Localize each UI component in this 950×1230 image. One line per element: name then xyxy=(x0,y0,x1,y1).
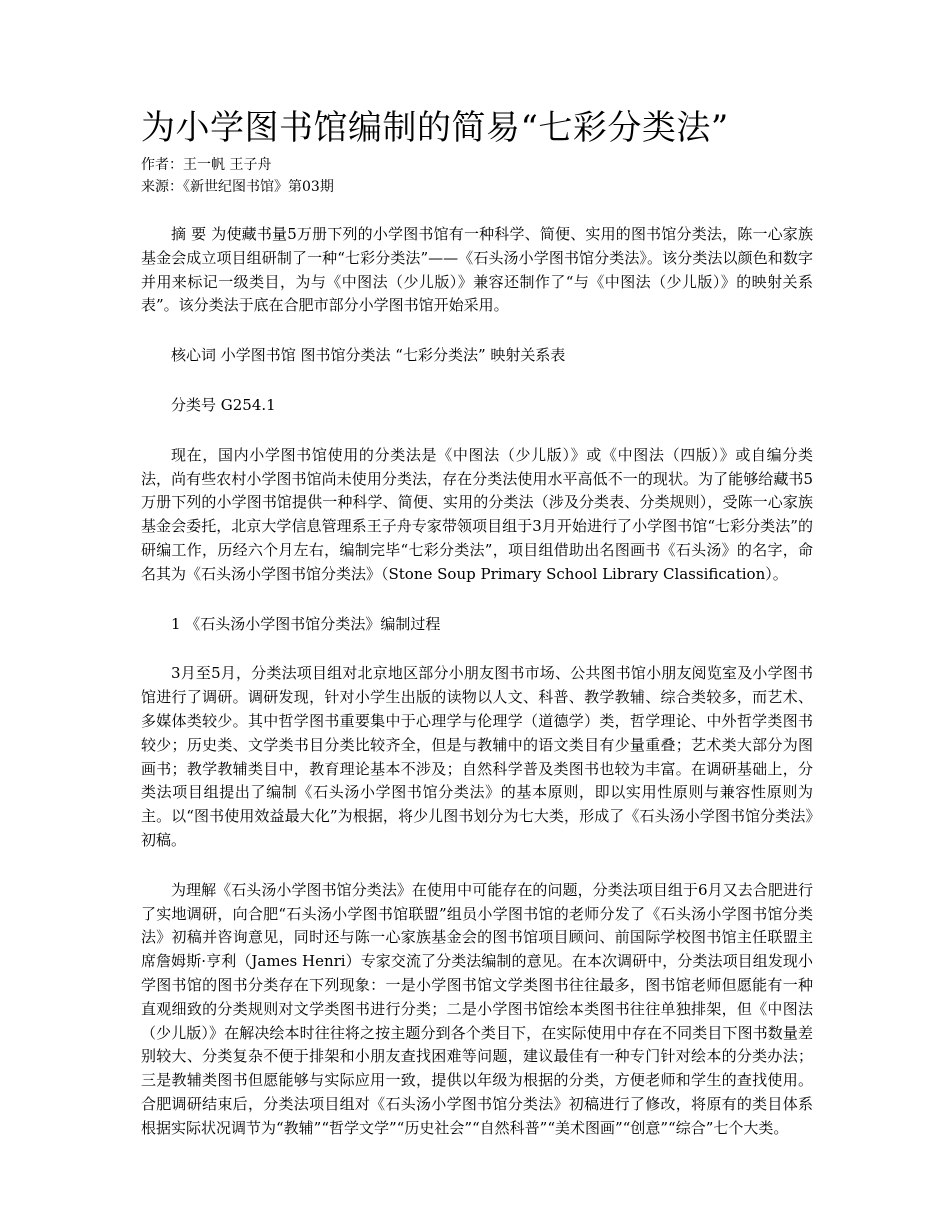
article-title: 为小学图书馆编制的简易“七彩分类法” xyxy=(141,108,729,148)
article-source: 来源：《新世纪图书馆》第03期 xyxy=(141,179,334,195)
article-authors: 作者：王一帆 王子舟 xyxy=(141,157,272,173)
abstract-paragraph: 摘 要 为使藏书量5万册下列的小学图书馆有一种科学、简便、实用的图书馆分类法，陈一心家族基金会成立项目组研制了一种“七彩分类法”——《石头汤小学图书馆分类法》。该分类法以颜色和数字并用来标记一级类目，为与《中图法（少儿版）》兼容还制作了“与《中图法（少儿版）》的映射关系表”。该分类法于底在合肥市部分小学图书馆开始采用。 xyxy=(141,225,813,315)
body-paragraph: 为理解《石头汤小学图书馆分类法》在使用中可能存在的问题，分类法项目组于6月又去合肥进行了实地调研，向合肥“石头汤小学图书馆联盟”组员小学图书馆的老师分发了《石头汤小学图书馆分类法》初稿并咨询意见，同时还与陈一心家族基金会的图书馆项目顾问、前国际学校图书馆主任联盟主席詹姆斯·亨利（James Henri）专家交流了分类法编制的意见。在本次调研中，分类法项目组发现小学图书馆的图书分类存在下列现象：一是小学图书馆文学类图书往往最多，图书馆老师但愿能有一种直观细致的分类规则对文学类图书进行分类；二是小学图书馆绘本类图书往往单独排架，但《中图法（少儿版）》在解决绘本时往往将之按主题分到各个类目下，在实际使用中存在不同类目下图书数量差别较大、分类复杂不便于排架和小朋友查找困难等问题，建议最佳有一种专门针对绘本的分类办法；三是教辅类图书但愿能够与实际应用一致，提供以年级为根据的分类，方便老师和学生的查找使用。合肥调研结束后，分类法项目组对《石头汤小学图书馆分类法》初稿进行了修改，将原有的类目体系根据实际状况调节为“教辅”“哲学文学”“历史社会”“自然科普”“美术图画”“创意”“综合”七个大类。 xyxy=(141,880,813,1137)
article-page xyxy=(141,104,813,1141)
keywords-line: 核心词 小学图书馆 图书馆分类法 “七彩分类法” 映射关系表 xyxy=(171,346,566,365)
body-paragraph: 3月至5月，分类法项目组对北京地区部分小朋友图书市场、公共图书馆小朋友阅览室及小学图书馆进行了调研。调研发现，针对小学生出版的读物以人文、科普、教学教辅、综合类较多，而艺术、多媒体类较少。其中哲学图书重要集中于心理学与伦理学（道德学）类，哲学理论、中外哲学类图书较少；历史类、文学类书目分类比较齐全，但是与教辅中的语文类目有少量重叠；艺术类大部分为图画书；教学教辅类目中，教育理论基本不涉及；自然科学普及类图书也较为丰富。在调研基础上，分类法项目组提出了编制《石头汤小学图书馆分类法》的基本原则，即以实用性原则与兼容性原则为主。以“图书使用效益最大化”为根据，将少儿图书划分为七大类，形成了《石头汤小学图书馆分类法》初稿。 xyxy=(141,664,813,849)
intro-paragraph: 现在，国内小学图书馆使用的分类法是《中图法（少儿版）》或《中图法（四版）》或自编分类法，尚有些农村小学图书馆尚未使用分类法，存在分类法使用水平高低不一的现状。为了能够给藏书5万册下列的小学图书馆提供一种科学、简便、实用的分类法（涉及分类表、分类规则），受陈一心家族基金会委托，北京大学信息管理系王子舟专家带领项目组于3月开始进行了小学图书馆“七彩分类法”的研编工作，历经六个月左右，编制完毕“七彩分类法”，项目组借助出名图画书《石头汤》的名字，命名其为《石头汤小学图书馆分类法》（Stone Soup Primary School Library Classification）。 xyxy=(141,445,813,583)
classification-number: 分类号 G254.1 xyxy=(171,395,276,414)
section-heading: 1 《石头汤小学图书馆分类法》编制过程 xyxy=(171,614,441,633)
